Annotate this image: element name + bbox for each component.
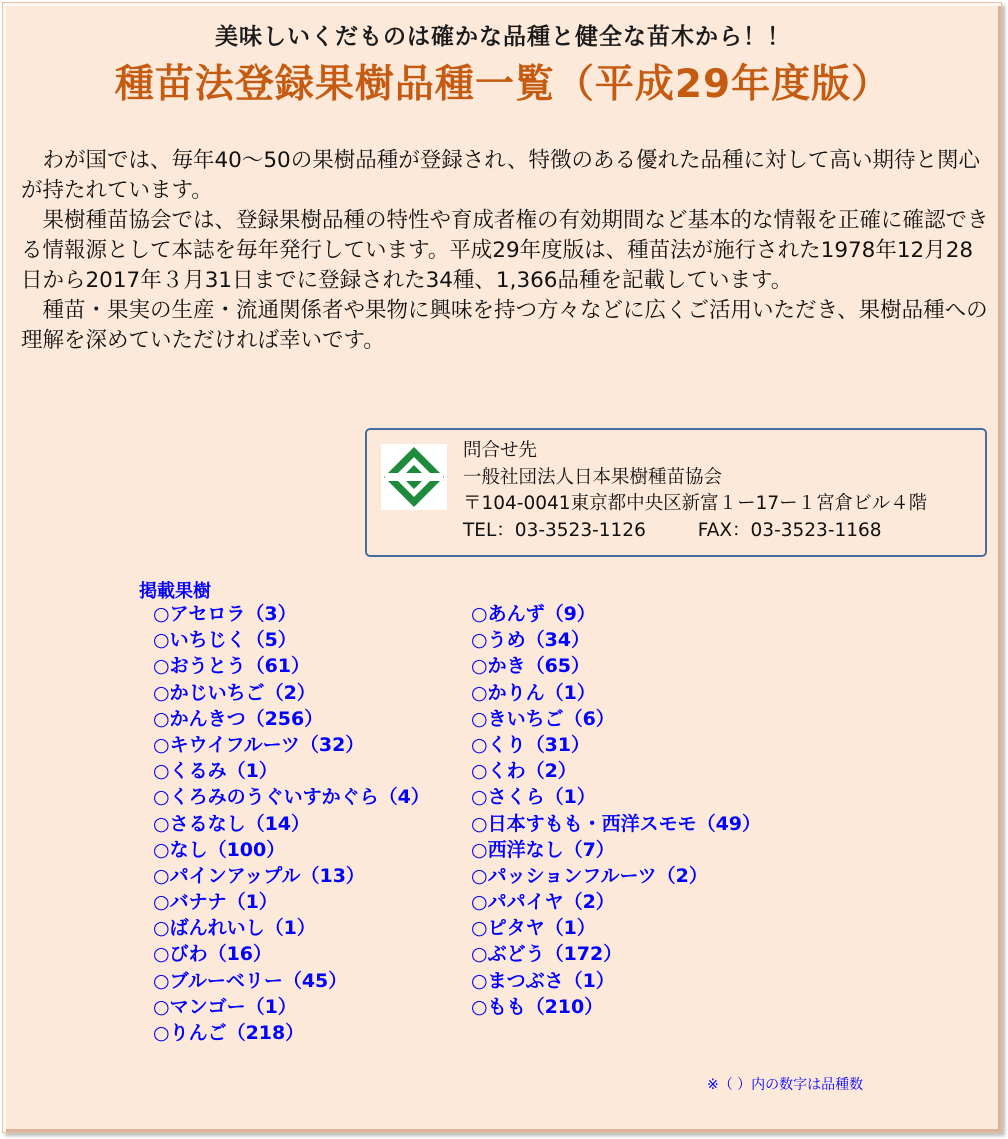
- fruit-item: ○ばんれいし（1）: [153, 917, 316, 940]
- association-logo-icon: [381, 444, 447, 510]
- fruit-item: ○パパイヤ（2）: [471, 891, 615, 914]
- intro-text: [21, 146, 991, 356]
- fruit-item: ○うめ（34）: [471, 629, 591, 652]
- contact-heading: 問合せ先: [463, 440, 538, 461]
- intro-paragraph: わが国では、毎年40～50の果樹品種が登録され、特徴のある優れた品種に対して高い期待と関心が持たれています。: [21, 148, 981, 203]
- fruit-item: ○日本すもも・西洋スモモ（49）: [471, 812, 762, 835]
- fruit-item: ○ブルーベリー（45）: [153, 969, 348, 992]
- fruit-item: ○まつぶさ（1）: [471, 969, 615, 992]
- fruit-item: ○パッションフルーツ（2）: [471, 864, 708, 887]
- fruit-item: ○いちじく（5）: [153, 629, 297, 652]
- fruit-item: ○バナナ（1）: [153, 891, 278, 914]
- contact-box: [365, 428, 987, 557]
- fruit-item: ○くるみ（1）: [153, 760, 278, 783]
- fruit-item: ○かき（65）: [471, 655, 591, 678]
- tagline: 美味しいくだものは確かな品種と健全な苗木から！！: [215, 24, 791, 50]
- fruit-item: ○マンゴー（1）: [153, 995, 297, 1018]
- intro-paragraph: 果樹種苗協会では、登録果樹品種の特性や育成者権の有効期間など基本的な情報を正確に確認できる情報源として本誌を毎年発行しています。平成29年度版は、種苗法が施行された1978年12月28日から2017年３月31日までに登録された34種、1,366品種を記載しています。: [21, 208, 989, 293]
- contact-fax: FAX：03-3523-1168: [697, 519, 882, 541]
- fruit-item: ○パインアップル（13）: [153, 864, 365, 887]
- fruit-item: ○あんず（9）: [471, 603, 596, 625]
- count-note: ※（ ）内の数字は品種数: [707, 1077, 864, 1093]
- fruit-item: ○なし（100）: [153, 838, 286, 861]
- fruit-item: ○さるなし（14）: [153, 812, 311, 835]
- contact-organization: 一般社団法人日本果樹種苗協会: [463, 466, 723, 488]
- fruit-item: ○くわ（2）: [471, 760, 577, 783]
- intro-paragraph: 種苗・果実の生産・流通関係者や果物に興味を持つ方々などに広くご活用いただき、果樹品種への理解を深めていただければ幸いです。: [21, 298, 988, 353]
- fruit-item: ○くり（31）: [471, 733, 591, 756]
- page-title: 種苗法登録果樹品種一覧（平成29年度版）: [114, 62, 892, 107]
- fruit-item: ○くろみのうぐいすかぐら（4）: [153, 786, 430, 809]
- fruit-item: ○ピタヤ（1）: [471, 917, 596, 940]
- page-frame: [2, 2, 1002, 1133]
- fruits-heading: 掲載果樹: [139, 581, 211, 602]
- fruit-list-right: [471, 601, 761, 1020]
- fruit-list-left: [153, 601, 430, 1046]
- fruit-item: ○びわ（16）: [153, 943, 273, 966]
- fruit-item: ○きいちご（6）: [471, 707, 615, 730]
- contact-address: 〒104-0041東京都中央区新富１ー17ー１宮倉ビル４階: [463, 493, 928, 514]
- fruit-item: ○かんきつ（256）: [153, 707, 324, 730]
- fruit-item: ○ぶどう（172）: [471, 943, 623, 966]
- fruit-item: ○さくら（1）: [471, 786, 596, 809]
- fruit-item: ○かりん（1）: [471, 681, 596, 704]
- fruit-item: ○おうとう（61）: [153, 655, 311, 678]
- fruit-item: ○西洋なし（7）: [471, 838, 615, 861]
- fruit-item: ○りんご（218）: [153, 1022, 305, 1044]
- fruit-item: ○アセロラ（3）: [153, 603, 297, 625]
- contact-tel: TEL：03-3523-1126: [463, 519, 646, 541]
- fruit-item: ○キウイフルーツ（32）: [153, 733, 365, 756]
- fruit-item: ○かじいちご（2）: [153, 681, 316, 704]
- fruit-item: ○もも（210）: [471, 995, 604, 1018]
- contact-phone-row: [463, 518, 927, 545]
